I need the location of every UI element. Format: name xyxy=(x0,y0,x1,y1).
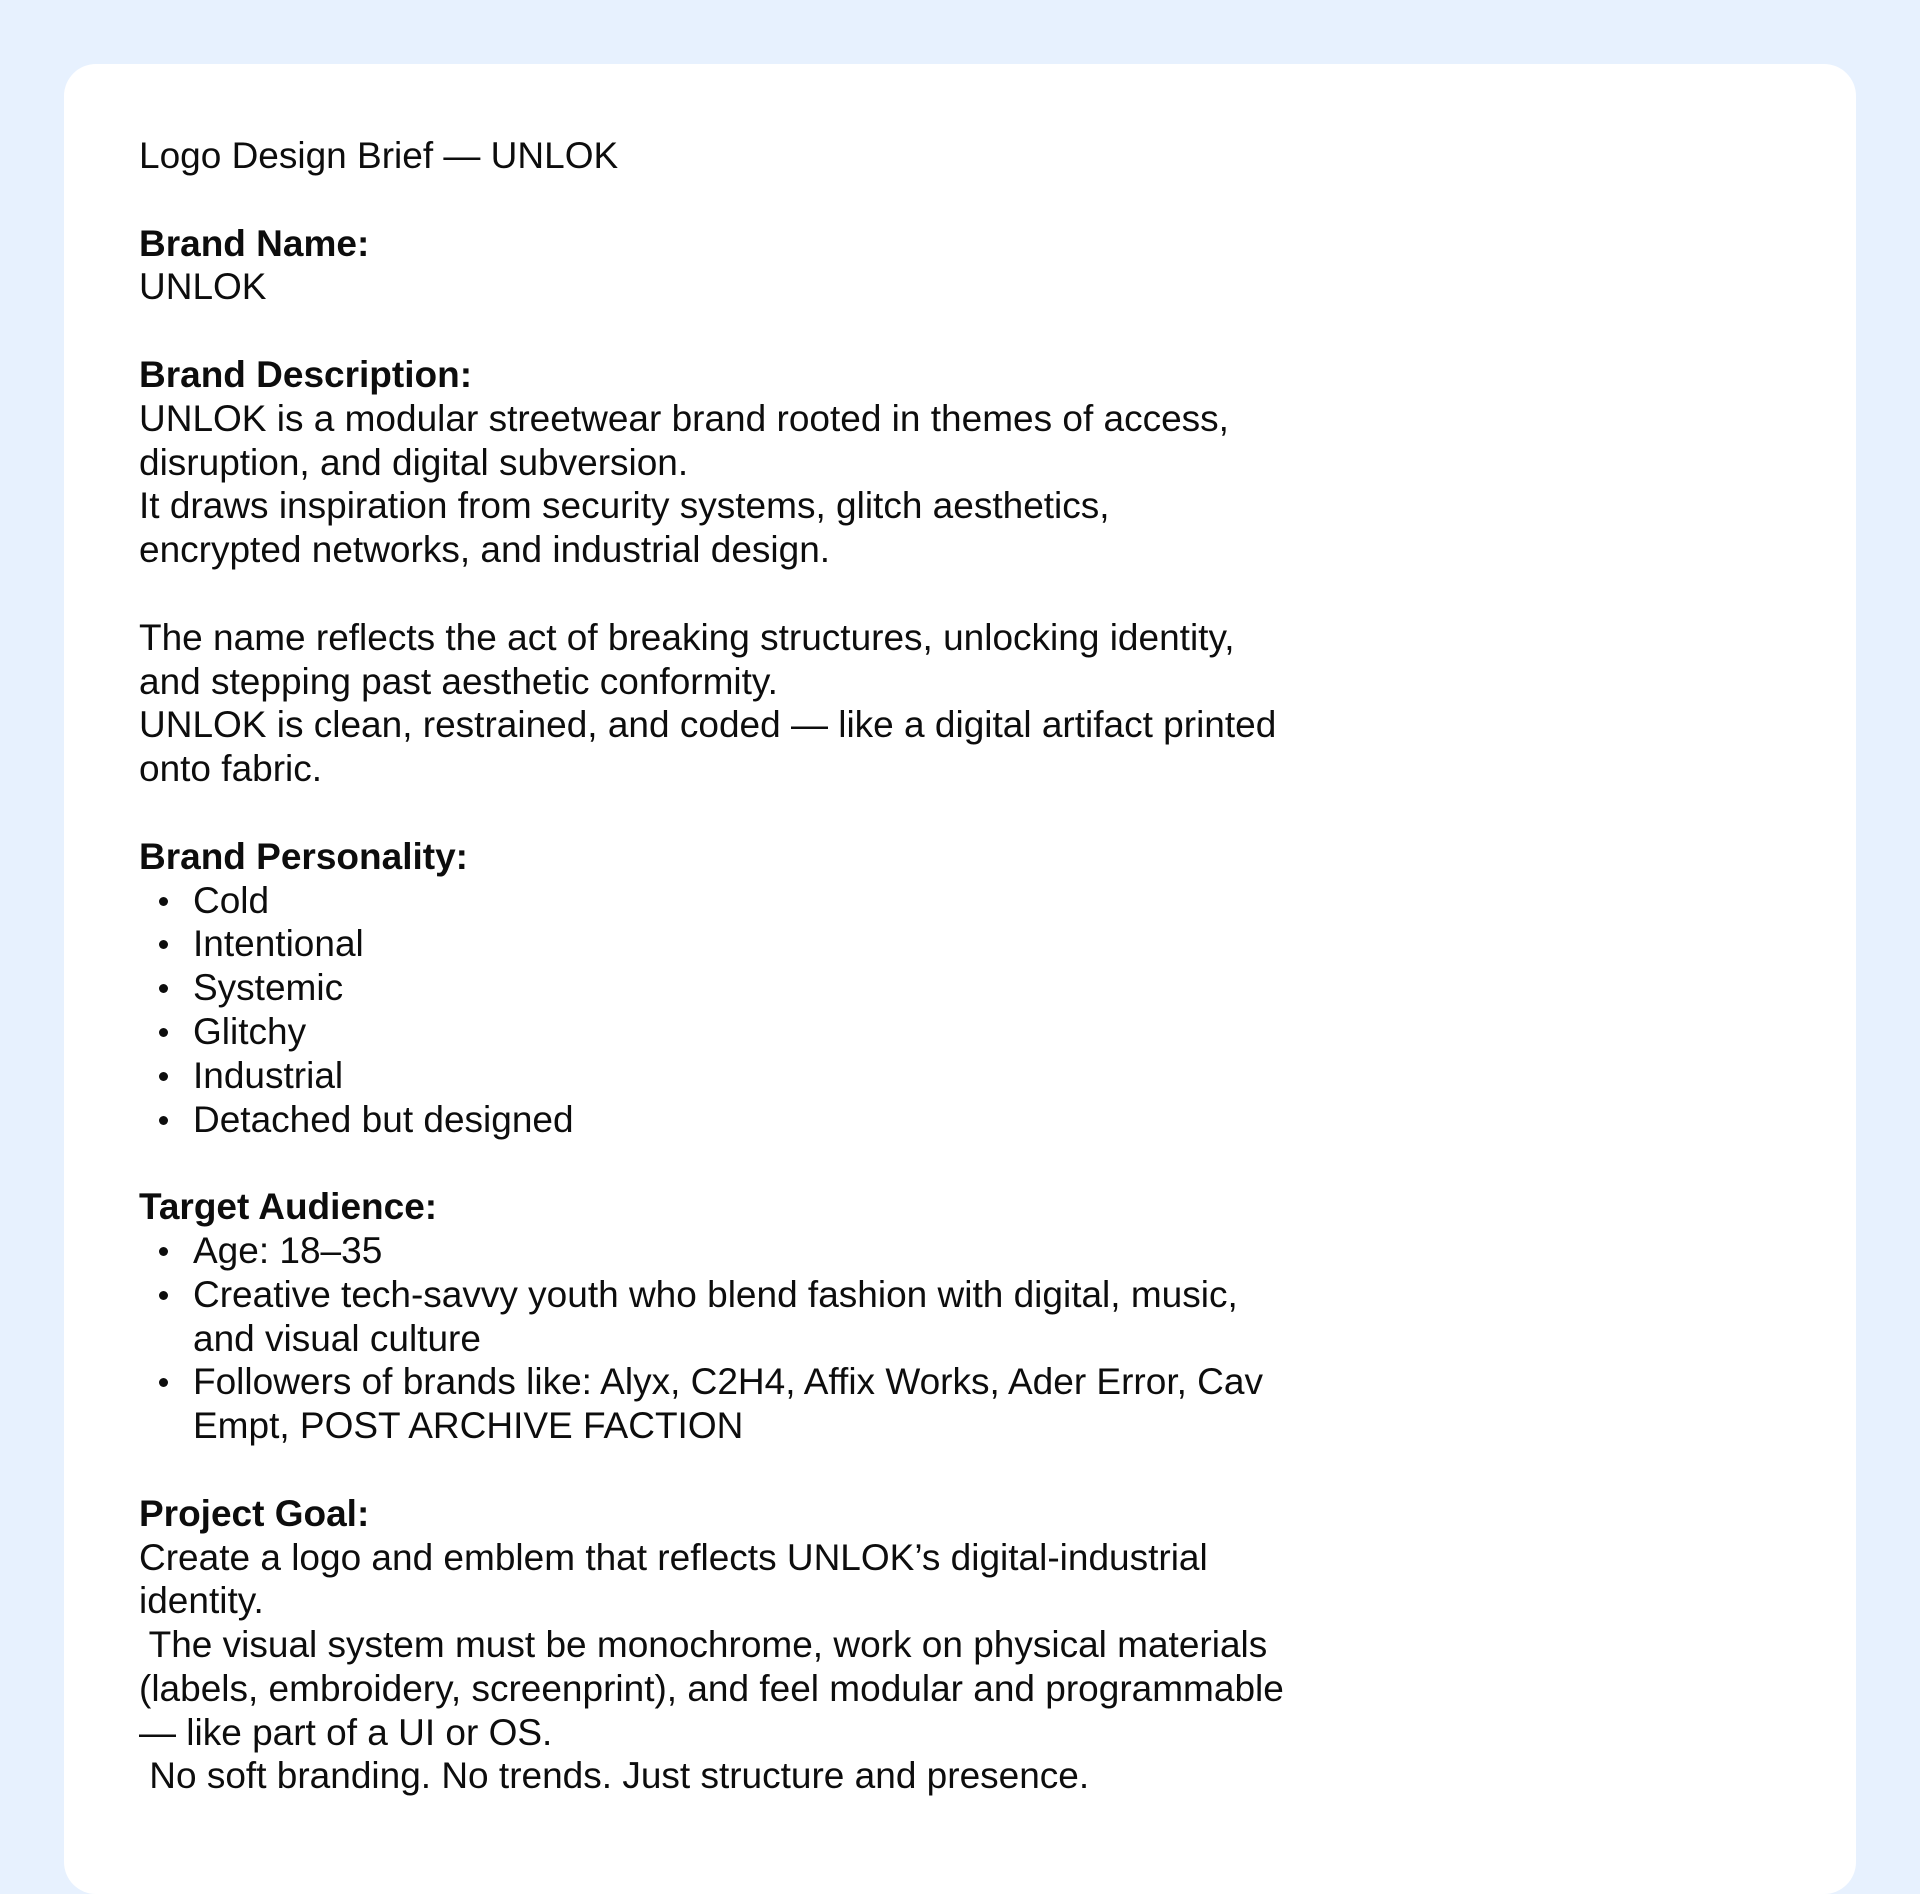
brand-description-line: encrypted networks, and industrial design. xyxy=(139,529,831,571)
brand-description-line: and stepping past aesthetic conformity. xyxy=(139,660,778,702)
project-goal-line: (labels, embroidery, screenprint), and feel modular and programmable xyxy=(139,1667,1284,1709)
project-goal-label: Project Goal: xyxy=(139,1492,370,1534)
list-item-line: Creative tech-savvy youth who blend fashion with digital, music, xyxy=(193,1273,1238,1315)
brand-name-value: UNLOK xyxy=(139,266,267,308)
project-goal-line: The visual system must be monochrome, work on physical materials xyxy=(139,1624,1268,1666)
brand-personality-label: Brand Personality: xyxy=(139,835,468,877)
list-item-line: Empt, POST ARCHIVE FACTION xyxy=(193,1405,744,1447)
project-goal-line: Create a logo and emblem that reflects UNLOK’s digital-industrial xyxy=(139,1536,1208,1578)
target-audience-label: Target Audience: xyxy=(139,1186,438,1228)
list-item xyxy=(193,1273,1439,1361)
document-card xyxy=(64,64,1856,1894)
brand-personality-list xyxy=(139,879,1439,1142)
list-item-line: Age: 18–35 xyxy=(193,1229,383,1271)
list-item: Systemic xyxy=(193,966,1439,1010)
project-goal-line: No soft branding. No trends. Just structure and presence. xyxy=(139,1755,1090,1797)
list-item: Cold xyxy=(193,879,1439,923)
brand-description-line: onto fabric. xyxy=(139,748,323,790)
project-goal-line: — like part of a UI or OS. xyxy=(139,1711,553,1753)
document-title: Logo Design Brief — UNLOK xyxy=(139,135,619,176)
brand-name-label: Brand Name: xyxy=(139,222,370,264)
list-item xyxy=(193,1360,1439,1448)
list-item: Intentional xyxy=(193,922,1439,966)
target-audience-list xyxy=(139,1229,1439,1448)
brand-description-line: UNLOK is clean, restrained, and coded — like a digital artifact printed xyxy=(139,704,1277,746)
list-item-line: and visual culture xyxy=(193,1317,481,1359)
list-item: Industrial xyxy=(193,1054,1439,1098)
brand-description-line: It draws inspiration from security systems, glitch aesthetics, xyxy=(139,485,1110,527)
list-item: Detached but designed xyxy=(193,1098,1439,1142)
brand-description-line: UNLOK is a modular streetwear brand rooted in themes of access, xyxy=(139,397,1229,439)
brief-content xyxy=(139,134,1439,1798)
brand-description-line: disruption, and digital subversion. xyxy=(139,441,689,483)
list-item-line: Followers of brands like: Alyx, C2H4, Affix Works, Ader Error, Cav xyxy=(193,1361,1263,1403)
project-goal-line: identity. xyxy=(139,1580,264,1622)
brand-description-label: Brand Description: xyxy=(139,353,473,395)
list-item: Glitchy xyxy=(193,1010,1439,1054)
brand-description-line: The name reflects the act of breaking structures, unlocking identity, xyxy=(139,616,1235,658)
list-item xyxy=(193,1229,1439,1273)
